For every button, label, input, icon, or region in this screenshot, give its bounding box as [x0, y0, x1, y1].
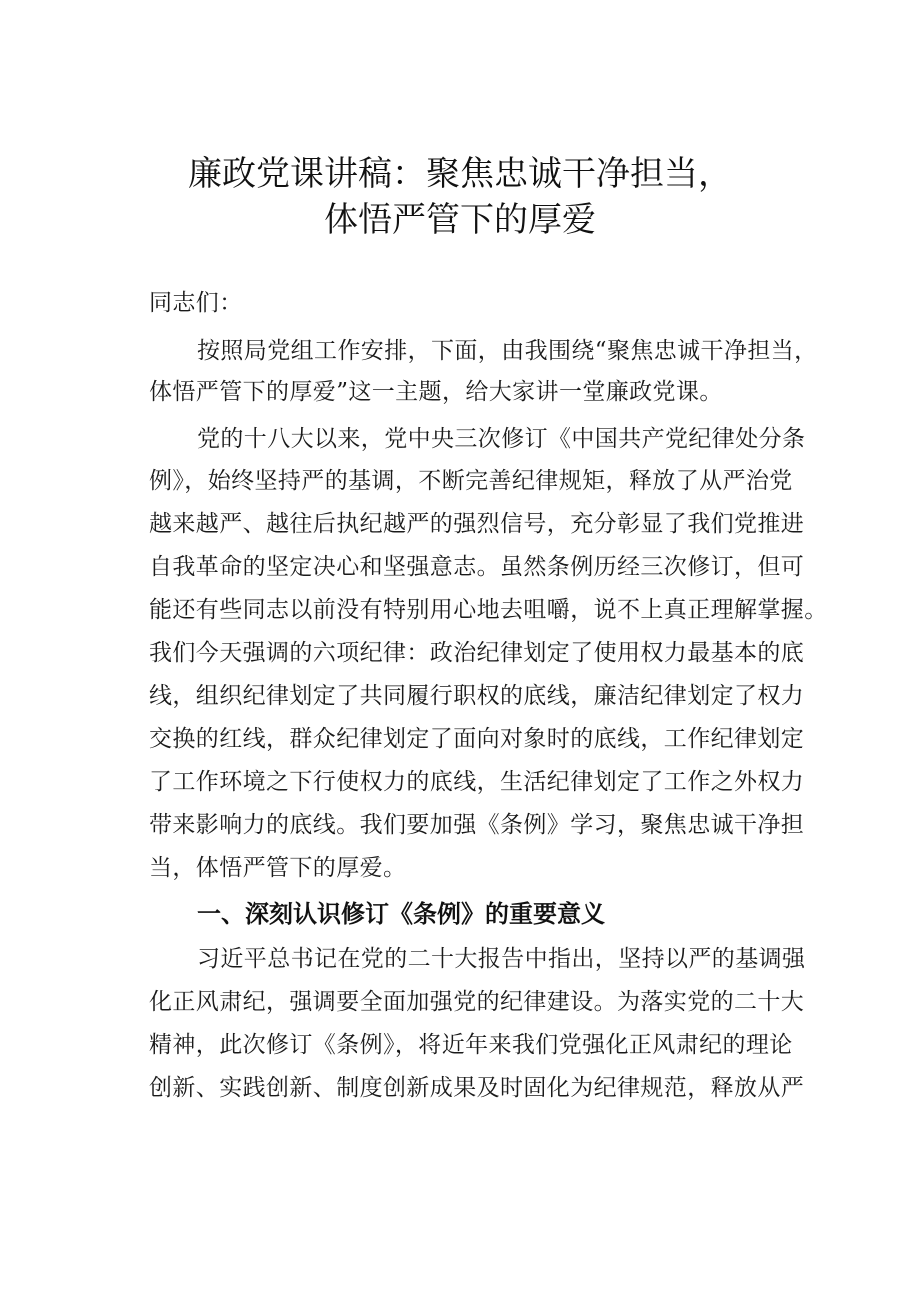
paragraph-2-line: 能还有些同志以前没有特别用心地去咀嚼，说不上真正理解掌握。: [149, 597, 828, 623]
document-title-line-2: 体悟严管下的厚爱: [324, 200, 596, 240]
section-1-heading: 一、深刻认识修订《条例》的重要意义: [197, 900, 605, 928]
paragraph-2-line: 我们今天强调的六项纪律：政治纪律划定了使用权力最基本的底: [149, 640, 805, 666]
paragraph-2-line: 自我革命的坚定决心和坚强意志。虽然条例历经三次修订，但可: [149, 554, 805, 580]
paragraph-2-line: 带来影响力的底线。我们要加强《条例》学习，聚焦忠诚干净担: [149, 812, 805, 838]
paragraph-2-line: 越来越严、越往后执纪越严的强烈信号，充分彰显了我们党推进: [149, 511, 805, 537]
paragraph-2-line: 交换的红线，群众纪律划定了面向对象时的底线，工作纪律划定: [149, 726, 805, 752]
paragraph-3-line: 创新、实践创新、制度创新成果及时固化为纪律规范，释放从严: [149, 1075, 805, 1101]
paragraph-2-line: 线，组织纪律划定了共同履行职权的底线，廉洁纪律划定了权力: [149, 683, 805, 709]
paragraph-1-line: 按照局党组工作安排，下面，由我围绕“聚焦忠诚干净担当，: [197, 338, 818, 364]
paragraph-3-line: 习近平总书记在党的二十大报告中指出，坚持以严的基调强: [197, 946, 806, 972]
paragraph-2-line: 例》，始终坚持严的基调，不断完善纪律规矩，释放了从严治党: [149, 468, 793, 494]
paragraph-3-line: 精神，此次修订《条例》，将近年来我们党强化正风肃纪的理论: [149, 1032, 793, 1058]
paragraph-2-line: 党的十八大以来，党中央三次修订《中国共产党纪律处分条: [197, 426, 806, 452]
paragraph-2-line: 当，体悟严管下的厚爱。: [149, 855, 407, 881]
salutation: 同志们：: [149, 290, 243, 316]
paragraph-3-line: 化正风肃纪，强调要全面加强党的纪律建设。为落实党的二十大: [149, 989, 805, 1015]
document-title-line-1: 廉政党课讲稿：聚焦忠诚干净担当，: [188, 154, 732, 194]
paragraph-1-line: 体悟严管下的厚爱”这一主题，给大家讲一堂廉政党课。: [149, 379, 723, 405]
paragraph-2-line: 了工作环境之下行使权力的底线，生活纪律划定了工作之外权力: [149, 769, 805, 795]
